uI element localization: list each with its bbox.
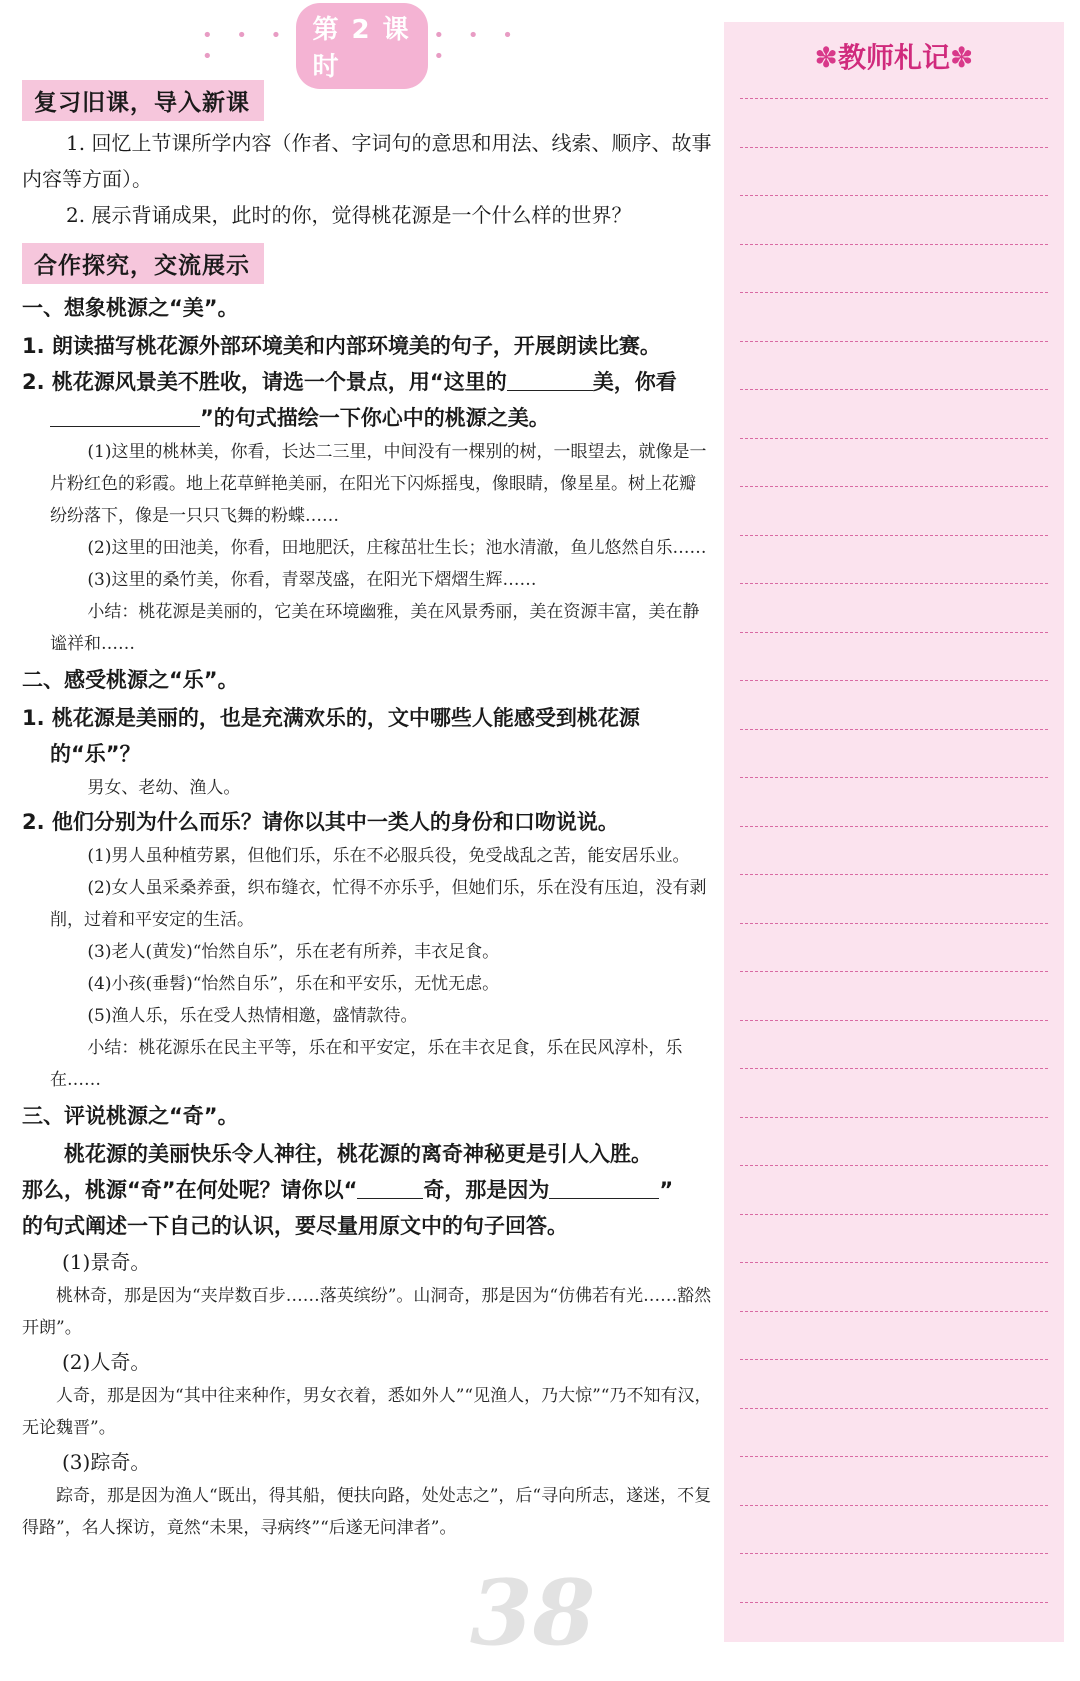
part2-answer-3: (3)老人(黄发)“怡然自乐”，乐在老有所养，丰衣足食。 — [87, 942, 500, 962]
flower-icon: ✽ — [950, 41, 974, 74]
note-line — [740, 1214, 1048, 1215]
note-line — [740, 292, 1048, 293]
flower-icon: ✽ — [814, 41, 838, 74]
q2-text-a: 2. 桃花源风景美不胜收，请选一个景点，用“这里的 — [22, 370, 507, 394]
part1-summary: 小结：桃花源是美丽的，它美在环境幽雅，美在风景秀丽，美在资源丰富，美在静谧祥和…… — [50, 602, 700, 654]
note-line — [740, 244, 1048, 245]
note-line — [740, 98, 1048, 99]
part1-answer-2: (2)这里的田池美，你看，田地肥沃，庄稼茁壮生长；池水清澈，鱼儿悠然自乐…… — [87, 538, 707, 558]
note-line — [740, 486, 1048, 487]
note-line — [740, 341, 1048, 342]
note-line — [740, 1602, 1048, 1603]
part2-heading: 二、感受桃源之“乐”。 — [22, 668, 239, 692]
part1-heading: 一、想象桃源之“美”。 — [22, 296, 239, 320]
part2-question-2: 2. 他们分别为什么而乐？请你以其中一类人的身份和口吻说说。 — [22, 810, 619, 834]
note-line — [740, 680, 1048, 681]
part3-heading: 三、评说桃源之“奇”。 — [22, 1104, 239, 1128]
note-line — [740, 777, 1048, 778]
fill-blank — [50, 405, 200, 427]
part1-answer-1: (1)这里的桃林美，你看，长达二三里，中间没有一棵别的树，一眼望去，就像是一片粉红色的彩霞。地上花草鲜艳美丽，在阳光下闪烁摇曳，像眼睛，像星星。树上花瓣纷纷落下，像是一只只飞舞的粉蝶…… — [50, 442, 707, 526]
note-line — [740, 1068, 1048, 1069]
note-line — [740, 632, 1048, 633]
decor-dots-left: • • • • — [202, 25, 291, 67]
part3-intro-2 — [22, 1172, 712, 1208]
note-line — [740, 923, 1048, 924]
note-line — [740, 971, 1048, 972]
part2-question-1: 1. 桃花源是美丽的，也是充满欢乐的，文中哪些人能感受到桃花源的“乐”？ — [22, 706, 640, 766]
note-line — [740, 389, 1048, 390]
note-line — [740, 826, 1048, 827]
note-line — [740, 1165, 1048, 1166]
part3-intro-3: 的句式阐述一下自己的认识，要尽量用原文中的句子回答。 — [22, 1214, 568, 1238]
note-line — [740, 874, 1048, 875]
note-line — [740, 1117, 1048, 1118]
part2-answer-4: (4)小孩(垂髫)“怡然自乐”，乐在和平安乐，无忧无虑。 — [87, 974, 500, 994]
part1-answer-3: (3)这里的桑竹美，你看，青翠茂盛，在阳光下熠熠生辉…… — [87, 570, 537, 590]
part3-answer-1: 桃林奇，那是因为“夹岸数百步……落英缤纷”。山洞奇，那是因为“仿佛若有光……豁然开朗”。 — [22, 1286, 712, 1338]
fill-blank — [357, 1177, 423, 1199]
intro2-c: ” — [659, 1178, 674, 1202]
lesson-header — [202, 15, 522, 82]
section-tag-explore: 合作探究，交流展示 — [22, 243, 264, 284]
part3-sub-1: (1)景奇。 — [62, 1250, 151, 1274]
note-line — [740, 1553, 1048, 1554]
note-line — [740, 1262, 1048, 1263]
teacher-notes-panel — [724, 22, 1064, 1642]
note-line — [740, 195, 1048, 196]
note-line — [740, 1456, 1048, 1457]
part3-sub-3: (3)踪奇。 — [62, 1450, 151, 1474]
fill-blank — [549, 1177, 659, 1199]
note-line — [740, 583, 1048, 584]
part2-answer-0: 男女、老幼、渔人。 — [87, 778, 241, 798]
note-line — [740, 438, 1048, 439]
section-tag-review: 复习旧课，导入新课 — [22, 80, 264, 121]
review-item-2: 2. 展示背诵成果，此时的你，觉得桃花源是一个什么样的世界？ — [66, 203, 632, 227]
note-line — [740, 147, 1048, 148]
page-number: 38 — [470, 1560, 596, 1666]
part3-answer-3: 踪奇，那是因为渔人“既出，得其船，便扶向路，处处志之”，后“寻向所志，遂迷，不复得路”，名人探访，竟然“未果，寻病终”“后遂无问津者”。 — [22, 1486, 712, 1538]
q2-text-b: 美，你看 — [592, 370, 677, 394]
q2-text-c: ”的句式描绘一下你心中的桃源之美。 — [200, 406, 550, 430]
notes-title — [724, 36, 1064, 80]
note-line — [740, 1505, 1048, 1506]
note-line — [740, 1020, 1048, 1021]
review-item-1: 1. 回忆上节课所学内容（作者、字词句的意思和用法、线索、顺序、故事内容等方面）。 — [22, 131, 712, 191]
part3-answer-2: 人奇，那是因为“其中往来种作，男女衣着，悉如外人”“见渔人，乃大惊”“乃不知有汉，无论魏晋”。 — [22, 1386, 712, 1438]
part2-answer-2: (2)女人虽采桑养蚕，织布缝衣，忙得不亦乐乎，但她们乐，乐在没有压迫，没有剥削，过着和平安定的生活。 — [50, 878, 707, 930]
part3-intro-1: 桃花源的美丽快乐令人神往，桃花源的离奇神秘更是引人入胜。 — [64, 1142, 652, 1166]
intro2-b: 奇，那是因为 — [423, 1178, 550, 1202]
note-line — [740, 1311, 1048, 1312]
main-content — [22, 15, 712, 1544]
note-line — [740, 1408, 1048, 1409]
notes-title-text: 教师札记 — [837, 41, 950, 74]
fill-blank — [507, 369, 593, 391]
part2-summary: 小结：桃花源乐在民主平等，乐在和平安定，乐在丰衣足食，乐在民风淳朴，乐在…… — [50, 1038, 683, 1090]
part1-question-2 — [22, 364, 712, 436]
intro2-a: 那么，桃源“奇”在何处呢？请你以“ — [22, 1178, 358, 1202]
decor-dots-right: • • • • — [433, 25, 522, 67]
note-line — [740, 729, 1048, 730]
lesson-label: 第 2 课 时 — [296, 3, 427, 89]
part2-answer-1: (1)男人虽种植劳累，但他们乐，乐在不必服兵役，免受战乱之苦，能安居乐业。 — [87, 846, 690, 866]
part2-answer-5: (5)渔人乐，乐在受人热情相邀，盛情款待。 — [87, 1006, 418, 1026]
note-line — [740, 1359, 1048, 1360]
part1-question-1: 1. 朗读描写桃花源外部环境美和内部环境美的句子，开展朗读比赛。 — [22, 334, 661, 358]
part3-sub-2: (2)人奇。 — [62, 1350, 151, 1374]
note-line — [740, 535, 1048, 536]
